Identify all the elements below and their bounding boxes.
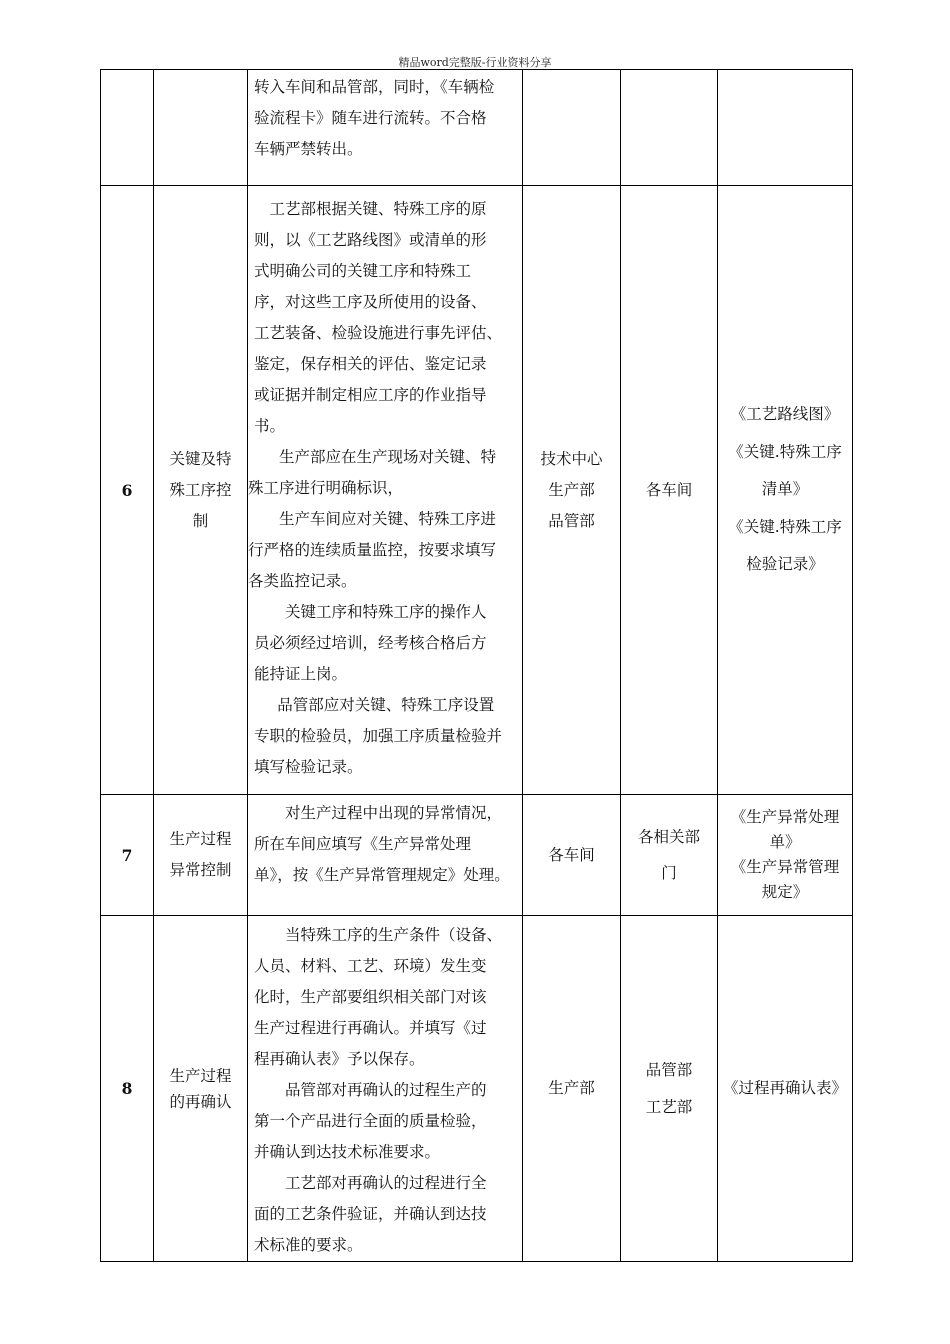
related-dept: [621, 186, 718, 795]
desc-paragraph: [248, 442, 522, 504]
related-dept: [621, 795, 718, 916]
dept-line: 生产部: [548, 1079, 595, 1097]
dept-line: 门: [661, 864, 677, 882]
item-line: 生产过程: [169, 830, 232, 848]
row-number: 8: [101, 916, 154, 1262]
item-description: [248, 795, 523, 916]
table-row-continuation: [101, 70, 853, 186]
desc-line: 殊工序进行明确标识，: [248, 479, 404, 497]
record-line: 单》: [769, 833, 801, 851]
responsible-dept: [523, 186, 621, 795]
desc-line: 员必须经过培训，经考核合格后方: [254, 634, 487, 652]
cell-description: [248, 70, 523, 186]
desc-paragraph: [248, 194, 522, 442]
desc-line: 当特殊工序的生产条件（设备、: [285, 926, 503, 944]
item-line: 制: [192, 511, 209, 530]
desc-line: 面的工艺条件验证，并确认到达技: [254, 1205, 487, 1223]
desc-line: 品管部对再确认的过程生产的: [285, 1081, 487, 1099]
desc-line: 化时，生产部要组织相关部门对该: [254, 988, 487, 1006]
cell-related: [621, 70, 718, 186]
desc-line: 工艺部根据关键、特殊工序的原: [269, 200, 487, 218]
dept-line: 生产部: [548, 480, 595, 499]
desc-paragraph: [248, 798, 522, 891]
desc-paragraph: [248, 1168, 522, 1261]
desc-line: 式明确公司的关键工序和特殊工: [254, 262, 472, 280]
desc-line: 生产车间应对关键、特殊工序进: [279, 510, 497, 528]
desc-line: 单》，按《生产异常管理规定》处理。: [254, 866, 510, 884]
desc-line: 序，对这些工序及所使用的设备、: [254, 293, 487, 311]
desc-line: 转入车间和品管部，同时，《车辆检: [254, 78, 495, 96]
desc-line: 鉴定，保存相关的评估、鉴定记录: [254, 355, 487, 373]
record-line: 《关键.特殊工序: [728, 517, 842, 536]
desc-line: 书。: [254, 417, 286, 435]
related-records: [718, 795, 853, 916]
record-line: 《生产异常处理: [730, 808, 840, 826]
item-name: [154, 186, 248, 795]
desc-line: 所在车间应填写《生产异常处理: [254, 835, 472, 853]
desc-line: 行严格的连续质量监控，按要求填写: [248, 541, 497, 559]
item-line: 关键及特: [169, 449, 232, 468]
desc-line: 对生产过程中出现的异常情况，: [285, 804, 503, 822]
desc-line: 品管部应对关键、特殊工序设置: [277, 696, 495, 714]
row-number: 6: [101, 186, 154, 795]
desc-paragraph: [248, 690, 522, 783]
responsible-dept: [523, 916, 621, 1262]
desc-line: 则，以《工艺路线图》或清单的形: [254, 231, 487, 249]
record-line: 清单》: [761, 480, 809, 499]
item-line: 异常控制: [169, 861, 232, 879]
page-header: 精品word完整版-行业资料分享: [398, 56, 552, 69]
desc-line: 工艺部对再确认的过程进行全: [285, 1174, 487, 1192]
cell-responsible: [523, 70, 621, 186]
dept-line: 各车间: [548, 845, 595, 864]
desc-line: 并确认到达技术标准要求。: [254, 1143, 441, 1161]
desc-paragraph: [248, 504, 522, 597]
desc-line: 第一个产品进行全面的质量检验，: [254, 1112, 487, 1130]
cell-records: [718, 70, 853, 186]
record-line: 《工艺路线图》: [730, 405, 840, 424]
row-number: 7: [101, 795, 154, 916]
responsible-dept: [523, 795, 621, 916]
cell-item: [154, 70, 248, 186]
desc-paragraph: [248, 1075, 522, 1168]
item-line: 殊工序控: [169, 480, 232, 499]
item-description: [248, 186, 523, 795]
desc-line: 各类监控记录。: [248, 572, 357, 590]
desc-line: 关键工序和特殊工序的操作人: [285, 603, 487, 621]
desc-paragraph: [248, 920, 522, 1075]
item-name: [154, 795, 248, 916]
record-line: 《过程再确认表》: [722, 1079, 847, 1097]
related-records: [718, 186, 853, 795]
table-row-6: [101, 186, 853, 795]
dept-line: 各相关部: [637, 828, 700, 846]
record-line: 检验记录》: [746, 555, 824, 574]
desc-line: 或证据并制定相应工序的作业指导: [254, 386, 487, 404]
desc-paragraph: [248, 597, 522, 690]
table-row-8: [101, 916, 853, 1262]
record-line: 《关键.特殊工序: [728, 442, 842, 461]
dept-line: 品管部: [645, 1060, 693, 1079]
dept-line: 技术中心: [540, 449, 603, 468]
desc-line: 生产过程进行再确认。并填写《过: [254, 1019, 487, 1037]
table-row-7: [101, 795, 853, 916]
desc-line: 验流程卡》随车进行流转。不合格: [254, 109, 487, 127]
desc-line: 程再确认表》予以保存。: [254, 1050, 425, 1068]
related-records: [718, 916, 853, 1262]
item-line: 的再确认: [169, 1092, 232, 1111]
procedure-table: [100, 69, 853, 1262]
record-line: 《生产异常管理: [730, 858, 840, 876]
dept-line: 工艺部: [645, 1097, 693, 1116]
item-name: [154, 916, 248, 1262]
desc-line: 专职的检验员，加强工序质量检验并: [254, 727, 503, 745]
dept-line: 各车间: [645, 480, 693, 499]
desc-line: 人员、材料、工艺、环境）发生变: [254, 957, 487, 975]
item-description: [248, 916, 523, 1262]
desc-line: 填写检验记录。: [254, 758, 363, 776]
record-line: 规定》: [761, 883, 809, 901]
dept-line: 品管部: [548, 511, 595, 530]
cell-number: [101, 70, 154, 186]
desc-line: 能持证上岗。: [254, 665, 348, 683]
item-line: 生产过程: [169, 1066, 232, 1085]
desc-line: 术标准的要求。: [254, 1236, 363, 1254]
desc-line: 车辆严禁转出。: [254, 140, 363, 158]
desc-line: 工艺装备、检验设施进行事先评估、: [254, 324, 503, 342]
related-dept: [621, 916, 718, 1262]
desc-line: 生产部应在生产现场对关键、特: [279, 448, 497, 466]
